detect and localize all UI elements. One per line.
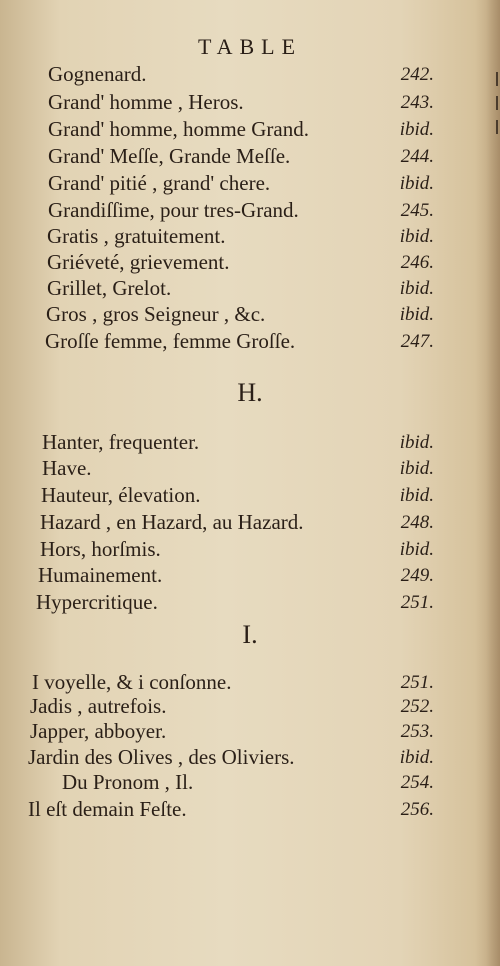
entry-page: ibid.: [399, 119, 434, 140]
index-entry: [0, 171, 500, 199]
entry-term: Hauteur, élevation.: [41, 483, 201, 507]
entry-page: ibid.: [399, 226, 434, 247]
entry-page: 245.: [400, 200, 434, 221]
index-entry: [0, 430, 500, 458]
entry-page: ibid.: [399, 747, 434, 768]
entry-page: 247.: [400, 331, 434, 352]
index-entry: [0, 224, 500, 252]
index-entry: [0, 117, 500, 145]
entry-term: Il eſt demain Feſte.: [28, 797, 187, 821]
entry-term: Humainement.: [38, 563, 163, 587]
entry-page: 251.: [400, 592, 434, 613]
entry-term: Japper, abboyer.: [30, 719, 167, 743]
entry-page: ibid.: [399, 539, 434, 560]
entry-term: I voyelle, & i conſonne.: [32, 670, 232, 694]
entry-term: Have.: [42, 456, 92, 480]
index-entry: [0, 770, 500, 798]
index-entry: [0, 456, 500, 484]
entry-page: 246.: [400, 252, 434, 273]
entry-term: Griéveté, grievement.: [47, 250, 230, 274]
entry-page: 243.: [400, 92, 434, 113]
entry-term: Gros , gros Seigneur , &c.: [46, 302, 266, 326]
entry-term: Grand' homme, homme Grand.: [48, 117, 309, 141]
index-entry: [0, 302, 500, 330]
entry-page: 253.: [400, 721, 434, 742]
entry-term: Hypercritique.: [36, 590, 158, 614]
entry-page: 251.: [400, 672, 434, 693]
entry-term: Du Pronom , Il.: [62, 770, 194, 794]
entry-page: ibid.: [399, 458, 434, 479]
entry-page: 244.: [400, 146, 434, 167]
index-entry: [0, 537, 500, 565]
page-heading: TABLE: [197, 34, 303, 59]
entry-term: Gognenard.: [48, 62, 147, 86]
entry-page: 254.: [400, 772, 434, 793]
entry-term: Grandiſſime, pour tres-Grand.: [48, 198, 299, 222]
entry-term: Groſſe femme, femme Groſſe.: [45, 329, 296, 353]
index-entry: [0, 590, 500, 618]
entry-term: Grillet, Grelot.: [47, 276, 172, 300]
entry-term: Jadis , autrefois.: [30, 694, 167, 718]
index-entry: [0, 483, 500, 511]
entry-term: Hanter, frequenter.: [42, 430, 200, 454]
index-entry: [0, 198, 500, 226]
entry-page: ibid.: [399, 485, 434, 506]
index-entry: [0, 62, 500, 90]
index-entry: [0, 329, 500, 357]
entry-page: 248.: [400, 512, 434, 533]
section-letter: H.: [237, 378, 263, 407]
entry-term: Gratis , gratuitement.: [47, 224, 226, 248]
entry-page: 256.: [400, 799, 434, 820]
entry-page: 242.: [400, 64, 434, 85]
index-entry: [0, 250, 500, 278]
entry-page: 249.: [400, 565, 434, 586]
index-entry: [0, 563, 500, 591]
entry-page: 252.: [400, 696, 434, 717]
index-entry: [0, 510, 500, 538]
entry-page: ibid.: [399, 432, 434, 453]
section-letter: I.: [242, 620, 258, 649]
entry-term: Hors, horſmis.: [40, 537, 161, 561]
index-entry: [0, 797, 500, 825]
entry-term: Grand' Meſſe, Grande Meſſe.: [48, 144, 291, 168]
entry-term: Jardin des Olives , des Oliviers.: [28, 745, 295, 769]
index-entry: [0, 694, 500, 722]
index-entry: [0, 745, 500, 773]
entry-page: ibid.: [399, 304, 434, 325]
index-entry: [0, 719, 500, 747]
index-entry: [0, 144, 500, 172]
entry-term: Hazard , en Hazard, au Hazard.: [40, 510, 304, 534]
entry-term: Grand' homme , Heros.: [48, 90, 244, 114]
entry-page: ibid.: [399, 173, 434, 194]
index-entry: [0, 90, 500, 118]
index-entry: [0, 276, 500, 304]
entry-term: Grand' pitié , grand' chere.: [48, 171, 271, 195]
entry-page: ibid.: [399, 278, 434, 299]
